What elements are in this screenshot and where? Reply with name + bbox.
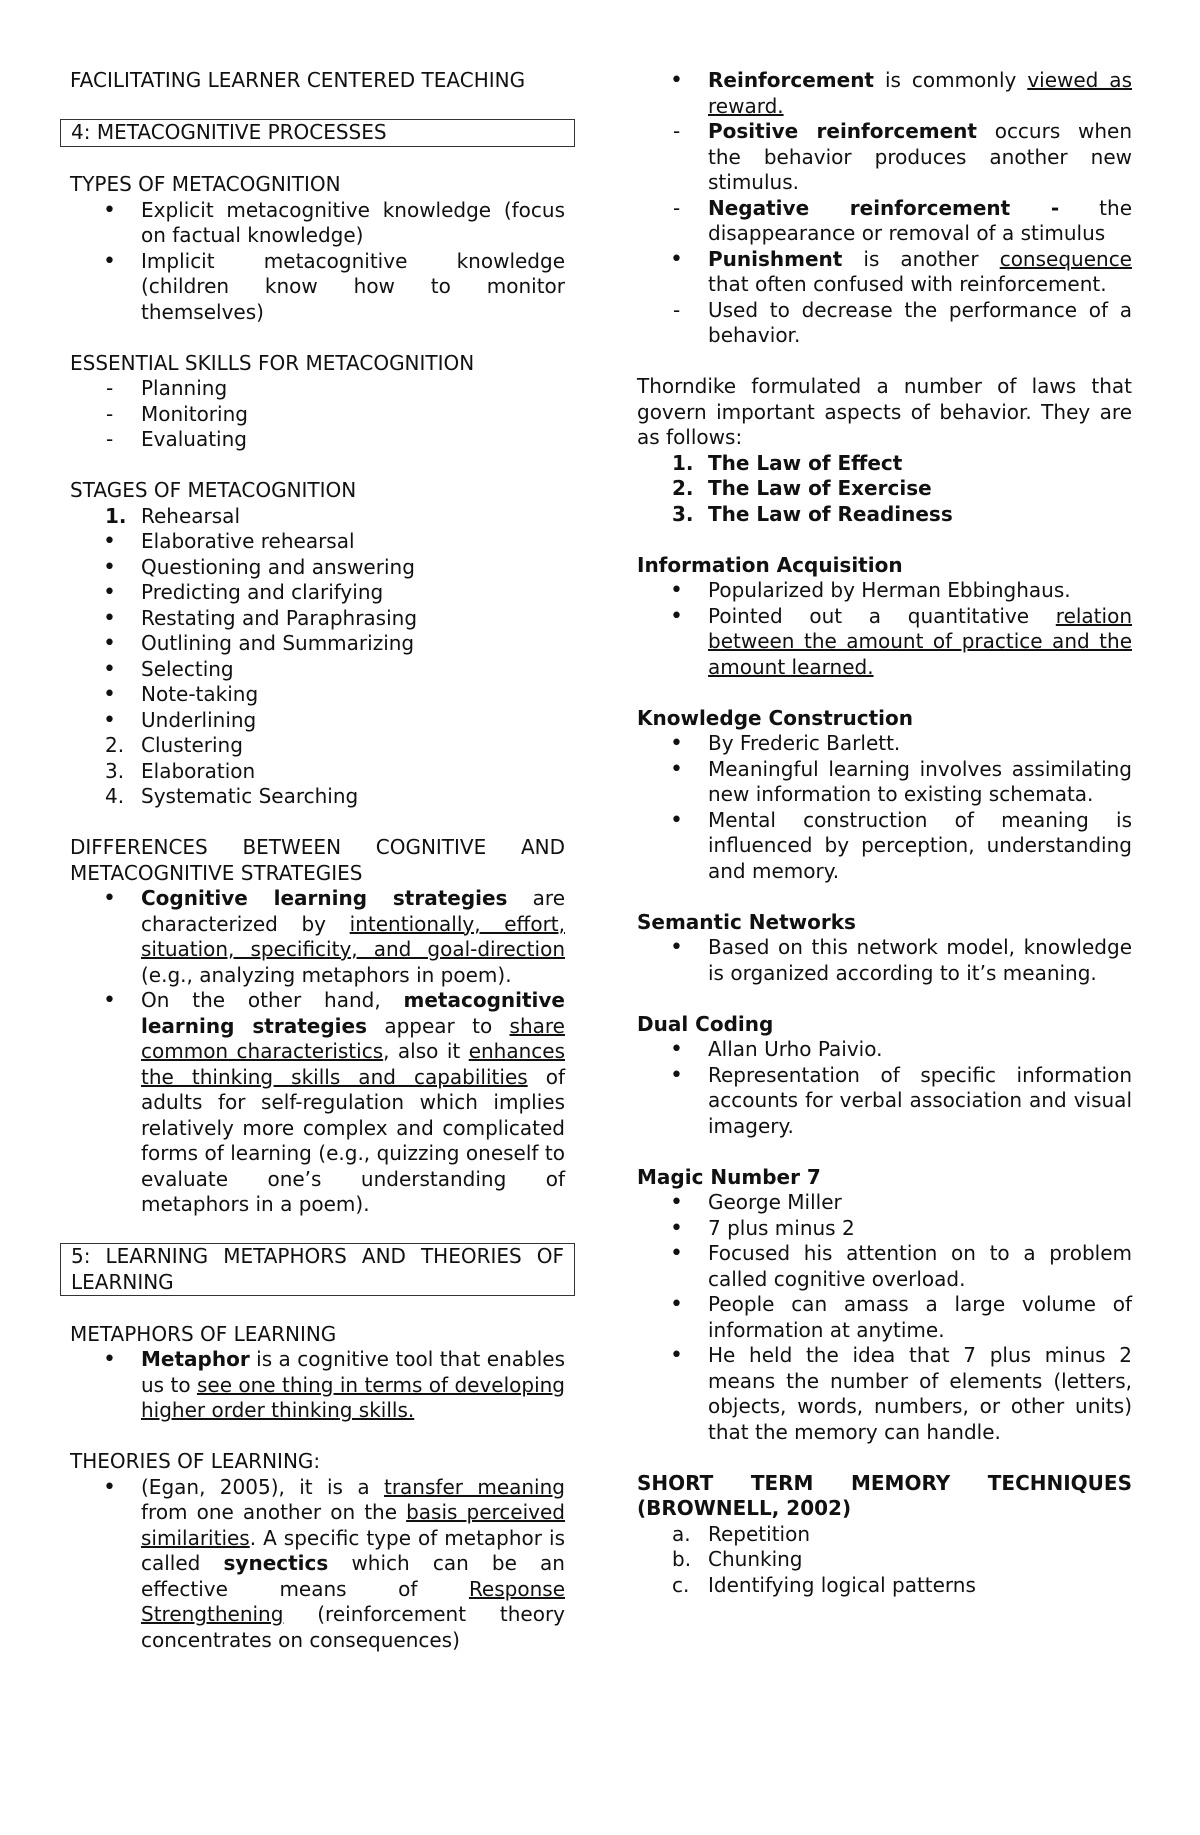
list-item [637, 476, 1132, 502]
list-item [70, 733, 565, 759]
bold-term: Punishment [708, 246, 843, 271]
list-item: • Restating and Paraphrasing [70, 606, 565, 632]
list-letter: c. [672, 1572, 690, 1597]
magic-number-list [637, 1190, 1132, 1445]
info-acquisition-list [637, 578, 1132, 680]
section-4-heading: 4: METACOGNITIVE PROCESSES [60, 119, 575, 147]
list-label: Repetition [708, 1521, 811, 1546]
list-item [637, 451, 1132, 477]
list-item [637, 119, 1132, 196]
differences-heading: DIFFERENCES BETWEEN COGNITIVE AND METACOGNITIVE STRATEGIES [70, 835, 565, 885]
list-item: • Based on this network model, knowledge is organized according to it’s meaning. [637, 935, 1132, 986]
list-item [70, 1347, 565, 1424]
stm-techniques-heading: SHORT TERM MEMORY TECHNIQUES (BROWNELL, 2002) [637, 1470, 1132, 1520]
laws-list [637, 451, 1132, 528]
list-item: • Mental construction of meaning is influenced by perception, understanding and memory. [637, 808, 1132, 885]
left-column [70, 68, 565, 1653]
text-run: . A specific type of metaphor is called [141, 1525, 565, 1575]
list-number: 4. [105, 784, 125, 808]
list-item: • Outlining and Summarizing [70, 631, 565, 657]
list-item: • Meaningful learning involves assimilating new information to existing schemata. [637, 757, 1132, 808]
stage-1-bullets [70, 529, 565, 733]
bold-term: Metaphor [141, 1347, 250, 1371]
text-run: which can be an effective means of [141, 1551, 565, 1601]
right-column [637, 68, 1132, 1598]
list-letter: a. [672, 1521, 691, 1546]
list-item [70, 1475, 565, 1654]
underlined-text: enhances the thinking skills and capabilities [141, 1039, 566, 1089]
list-item: • Focused his attention on to a problem called cognitive overload. [637, 1241, 1132, 1292]
underlined-text: basis perceived similarities [141, 1500, 565, 1550]
stages-heading: STAGES OF METACOGNITION [70, 478, 357, 502]
text-run: , also it [383, 1039, 469, 1063]
section-5-heading: 5: LEARNING METAPHORS AND THEORIES OF LEARNING [60, 1243, 575, 1296]
list-number: 1. [672, 450, 694, 475]
list-item: • Allan Urho Paivio. [637, 1037, 1132, 1063]
text-run: appear to [366, 1013, 510, 1038]
text-run: (Egan, 2005), it is a [141, 1474, 384, 1499]
list-item [637, 502, 1132, 528]
text-run: are characterized by [141, 886, 566, 936]
list-item: • 7 plus minus 2 [637, 1216, 1132, 1242]
metaphors-heading: METAPHORS OF LEARNING [70, 1321, 337, 1346]
skills-heading: ESSENTIAL SKILLS FOR METACOGNITION [70, 350, 475, 375]
theories-list [70, 1475, 565, 1654]
underlined-text: transfer meaning [383, 1474, 565, 1499]
list-item: • Explicit metacognitive knowledge (focus on factual knowledge) [70, 198, 565, 249]
list-item: • Popularized by Herman Ebbinghaus. [637, 578, 1132, 604]
magic-number-heading: Magic Number 7 [637, 1164, 821, 1189]
skills-list [70, 376, 565, 453]
thorndike-paragraph: Thorndike formulated a number of laws that govern important aspects of behavior. They are as follows: [637, 374, 1132, 449]
underlined-text: intentionally, effort, situation, specificity, and goal-direction [141, 911, 565, 961]
list-item: • Questioning and answering [70, 555, 565, 581]
list-number: 3. [672, 501, 694, 526]
list-item: • Elaborative rehearsal [70, 529, 565, 555]
list-label: Chunking [708, 1547, 803, 1571]
text-run: (e.g., analyzing metaphors in poem). [141, 962, 512, 987]
text-run: (reinforcement theory concentrates on consequences) [141, 1602, 565, 1652]
list-label: The Law of Effect [708, 450, 903, 475]
knowledge-construction-list [637, 731, 1132, 884]
underlined-text: consequence [999, 246, 1132, 271]
list-item: - Monitoring [70, 402, 565, 428]
bold-term: Negative reinforcement - [708, 195, 1060, 220]
text-run: that often confused with reinforcement. [708, 272, 1107, 296]
list-item [637, 1573, 1132, 1599]
list-item: - Evaluating [70, 427, 565, 453]
list-label: Systematic Searching [141, 784, 359, 808]
list-label: The Law of Exercise [708, 476, 932, 500]
text-run: On the other hand, [141, 988, 404, 1012]
list-item [70, 504, 565, 530]
list-number: 2. [672, 476, 694, 500]
list-item: - Used to decrease the performance of a behavior. [637, 298, 1132, 349]
list-number: 1. [105, 503, 127, 528]
text-run: is another [842, 246, 1000, 271]
bold-term: Reinforcement [708, 68, 874, 92]
underlined-text: viewed as reward. [708, 68, 1132, 118]
reinforcement-list [637, 68, 1132, 119]
list-item [637, 247, 1132, 298]
bold-term: Cognitive learning strategies [141, 886, 508, 910]
list-label: Rehearsal [141, 503, 240, 528]
list-item [637, 1522, 1132, 1548]
list-item: • Predicting and clarifying [70, 580, 565, 606]
differences-list [70, 886, 565, 1218]
text-run: is a cognitive tool that enables us to [141, 1347, 565, 1397]
metaphors-list [70, 1347, 565, 1424]
semantic-networks-list [637, 935, 1132, 986]
bold-term: Positive reinforcement [708, 119, 977, 143]
info-acquisition-heading: Information Acquisition [637, 552, 903, 577]
list-item [637, 196, 1132, 247]
list-item: • George Miller [637, 1190, 1132, 1216]
text-run: is commonly [874, 68, 1028, 92]
list-item: - Planning [70, 376, 565, 402]
list-number: 3. [105, 758, 125, 783]
list-item [70, 988, 565, 1218]
list-item [70, 759, 565, 785]
list-item: • Implicit metacognitive knowledge (children know how to monitor themselves) [70, 249, 565, 326]
text-run: Pointed out a quantitative [708, 603, 1056, 628]
list-item: • Note-taking [70, 682, 565, 708]
dual-coding-list [637, 1037, 1132, 1139]
theories-heading: THEORIES OF LEARNING: [70, 1449, 321, 1473]
list-item: • People can amass a large volume of information at anytime. [637, 1292, 1132, 1343]
punishment-detail [637, 298, 1132, 349]
text-run: occurs when the behavior produces another new stimulus. [708, 119, 1132, 194]
list-label: Identifying logical patterns [708, 1572, 976, 1597]
list-item [70, 886, 565, 988]
stm-techniques-list [637, 1522, 1132, 1599]
stages-rest [70, 733, 565, 810]
list-item: • Representation of specific information accounts for verbal association and visual imagery. [637, 1063, 1132, 1140]
types-heading: TYPES OF METACOGNITION [70, 172, 341, 196]
stage-1 [70, 504, 565, 530]
list-letter: b. [672, 1547, 692, 1571]
types-list [70, 198, 565, 326]
list-item: • He held the idea that 7 plus minus 2 means the number of elements (letters, objects, words, numbers, or other units) that the memory can handle. [637, 1343, 1132, 1445]
list-item: • Underlining [70, 708, 565, 734]
bold-term: synectics [223, 1551, 329, 1575]
bold-term: metacognitive learning strategies [141, 988, 565, 1038]
knowledge-construction-heading: Knowledge Construction [637, 705, 914, 730]
reinforcement-types [637, 119, 1132, 247]
list-label: Clustering [141, 733, 243, 757]
text-run: of adults for self-regulation which implies relatively more complex and complicated forms of learning (e.g., quizzing oneself to evaluate one’s understanding of metaphors in a poem). [141, 1064, 565, 1216]
semantic-networks-heading: Semantic Networks [637, 909, 856, 934]
text-run: the disappearance or removal of a stimulus [708, 195, 1133, 245]
list-item [637, 1547, 1132, 1573]
underlined-text: relation between the amount of practice and the amount learned. [708, 603, 1132, 679]
list-item [637, 604, 1132, 681]
underlined-text: see one thing in terms of developing higher order thinking skills. [141, 1372, 566, 1422]
underlined-text: Response Strengthening [141, 1576, 565, 1626]
list-item [70, 784, 565, 810]
document-title: FACILITATING LEARNER CENTERED TEACHING [70, 68, 526, 92]
list-number: 2. [105, 733, 125, 757]
list-item [637, 68, 1132, 119]
list-label: The Law of Readiness [708, 501, 953, 526]
dual-coding-heading: Dual Coding [637, 1011, 774, 1036]
text-run: from one another on the [141, 1500, 407, 1524]
punishment-list [637, 247, 1132, 298]
underlined-text: share common characteristics [141, 1013, 565, 1063]
list-item: • By Frederic Barlett. [637, 731, 1132, 757]
list-label: Elaboration [141, 758, 256, 783]
list-item: • Selecting [70, 657, 565, 683]
